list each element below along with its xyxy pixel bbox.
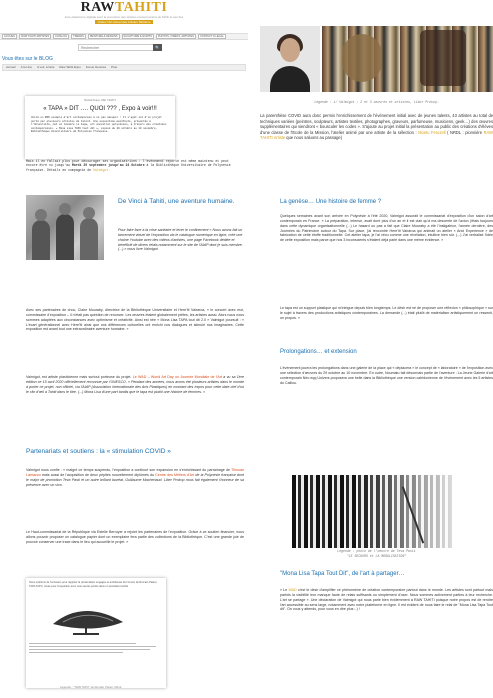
wad-right-link[interactable]: WAD <box>288 588 297 592</box>
clipping-source: Médiathèque RAW TAHITI <box>84 99 116 102</box>
logo-raw: RAW <box>80 0 115 15</box>
search-icon[interactable]: 🔍 <box>153 44 162 51</box>
legend-portrait: Légende : 1/ Valmigot ; 2 et 3 oeuvres et artistes, Libor Prokop… <box>314 100 439 104</box>
section-title-mona-lisa: "Mona Lisa Tapa Tout Dit", de l'art à partager… <box>280 571 405 577</box>
menu-item[interactable]: Accueil <box>6 65 16 70</box>
nav-item[interactable]: TRENDS <box>73 34 84 38</box>
book-illustration <box>43 594 133 636</box>
nav-item[interactable]: ACCUEIL <box>4 34 16 38</box>
valmigot-portrait <box>260 26 320 92</box>
prolongations-text: L'événement jouera les prolongations dans une galerie de la place qui « déplacera » le concept de « laboratoire » de l'exposition avec une sélection d'œuvres du 29 octobre au 10 novembre. En outre, Noumatu fait désormais partie de l'aventure : La Jeune Galerie d'art contemporain Néo eqq Univers proposera une belle dans la Bibliothèque une version calédonienne de l'événement avec les 5 artistes du Caillou. <box>280 366 493 385</box>
wad-link[interactable]: Le WAD – World Art Day ou Journée Mondiale de l'Art <box>132 375 222 379</box>
main-nav <box>0 33 248 40</box>
nav-item[interactable]: PEINTURE & DESSINS <box>89 34 118 38</box>
menu-item[interactable]: Raw Tahiti Expo <box>59 65 81 70</box>
nav-item[interactable]: RAW TAHITI ARTISTES <box>21 34 50 38</box>
valmigot-link[interactable]: Valmigot. <box>92 167 111 172</box>
genese-text: Quelques semaines avant son arrivée en Polynésie à l'été 2020, Valmigot assurait le commissariat d'exposition d'un salon d'art contemporain en France. « La préparation, intense, avait duré plus d'un an et il est clair qu'à ma descente de l'avion j'étais toujours dans cette dynamique organisationnelle (...) Le hasard ou pas a fait que Claire Mouraby a été l'instigatrice, l'année dernière, des Journées du Patrimoine autour du Tapa. Sur place, j'ai rencontré Here'iti Vairaroa qui animait un atelier « Arioi Experience » de fabrication de cette étoffe traditionnelle. Cet atelier tapa, je l'ai vécu comme une révélation, intuitive bien sûr. (...) J'ai verbalisé l'idée de cette exposition mais parce que nos 3 inconscients s'étaient déjà parlé dans une même évidence. » <box>280 214 493 243</box>
paragraph-partners: Avec ses partenaires de choc, Claire Mouraby, directrice de la Bibliothèque Universitaire et Here'iti Vairaroa, « le concert avec moi, commissaire d'exposition – il n'était pas question de renoncer. Les œuvres étaient globalement prêtes, les artistes aussi. Alors nous nous sommes adaptées aux circonstances avec optimisme et créativité. Ainsi est née « Mona Lisa TAPA tout dit 2.0 » Valmigot poursuit : « L'écart générationnel avec Here'iti ainsi que nos différences culturelles ont enrichi nos dialogues et stimulé nos imaginaires. Cette exposition est avant tout une extraordinaire aventure humaine. » <box>26 308 244 332</box>
paragraph-haut-commissariat: Le Haut-commissariat de la République via Estelle Berruyer a rejoint les partenaires de l'exposition. Grâce à ce soutien financier, nous allons pouvoir proposer un catalogue papier dont un exemplaire fera partie des collections de la Bibliothèque. C'est une grande joie de pouvoir conserver une trace dans le lieu qui accueille le projet. » <box>26 530 244 544</box>
legend-artwork-1: Légende : photo de l'oeuvre de Teva Pasti <box>337 549 416 553</box>
section-title-genese: La genèse… Une histoire de femme ? <box>280 199 382 205</box>
intro-paragraph: Mais il en fallait plus pour décourager ses organisatrices : l'événement reporté est même maintenu et peut encore être vu jusqu'au Mardi 29 septembre jusqu'au 24 Octobre à la Bibliothèque Universitaire de Polynésie française. Détails en compagnie de Valmigot. <box>26 159 231 172</box>
section-title-prolongations: Prolongations… et extension <box>280 349 357 355</box>
section-title-partenariats: Partenariats et soutiens : la « stimulation COVID » <box>26 448 171 455</box>
book-legend: Légende : "TAPA TAPU" de Romain Pastor, Miroir. <box>60 685 123 689</box>
raw-tahiti-artiste-link[interactable]: RAW TAHITI Artiste <box>260 129 493 141</box>
women-photo <box>26 195 104 260</box>
location-label: Vous êtes sur le BLOG <box>2 56 53 62</box>
paragraph-mona-lisa: « Le WAD c'est le désir d'amplifier ce phénomène de création contemporaine partout dans le monde. Les artistes sont partout mais parfois la visibilité leur manque faute de relais suffisants ou simplement d'oser. Nous sommes activement parties à leur recherche. L'art se partage ». Une déclaration de Valmigot qui nous parle bien évidemment à RAW TAHITI puisque notre propos est de rendre l'art accessible au sens large, notamment avec notre plateforme en ligne. Il est évident de nous faire le relai de "Mona Lisa Tapa Tout dit". On vous y attends, pour vous en dire plus :-) ! <box>280 588 493 612</box>
nav-item[interactable]: CONTACT & LEGAL <box>200 34 224 38</box>
cma-link[interactable]: Centre des Métiers d'Art <box>155 472 195 477</box>
lamazou-link[interactable]: Tihouan Lamazou <box>26 468 244 477</box>
menu-item[interactable]: A voir, à faire <box>37 65 55 70</box>
press-clipping <box>25 96 175 159</box>
moetu-link[interactable]: Moetu Feruzell <box>418 129 446 135</box>
nav-item[interactable]: SCULPTURE & ÉCRITS <box>123 34 152 38</box>
genese-text-2: Le tapa est un support plastique qui m'intrigue depuis bien longtemps. Le désir est né de proposer une réflexion « philosophique » sur le sujet à travers des productions artistiques contemporaines. La demande (...) était plutôt de matérialiser artistiquement un ressenti, un propos. » <box>280 306 493 320</box>
site-badge: Visitez l'Art Actuel des Artistes Tahitiens <box>95 20 154 24</box>
clipping-body: Voilà un BON exemple d'art contemporain à ne pas manquer ! Il s'agit ici d'un projet porté par plusieurs artistes de talent. Une exposition-manifeste, présentée à l'Université, met en lumière le tapa, art ancestral polynésien, à travers des créations contemporaines. « Mona Lisa TAPA tout dit », exposé du 29 octobre au 10 novembre, Bibliothèque Universitaire de Polynésie française. <box>31 116 167 134</box>
exhibit-dates: Mardi 29 septembre jusqu'au 24 Octobre <box>71 163 145 168</box>
blog-menu <box>2 64 246 71</box>
book-caption: Nous profitons de l'occasion pour rappeler la présentation engagée et ambitieuse de l'œuvre de Romain Pastor, TAPA TAPU, créée pour l'exposition avec nous autres portés dans un précédent article <box>29 581 158 588</box>
nav-item[interactable]: PHOTOS, VIDÉOS, ARTISTES <box>157 34 194 38</box>
legend-artwork-2: "LE SECOURS et LA MORALISATION" <box>346 554 407 558</box>
menu-item[interactable]: A la Une <box>20 65 33 70</box>
site-header <box>0 0 248 26</box>
search-input[interactable] <box>78 44 162 51</box>
site-logo[interactable] <box>81 1 168 15</box>
logo-tahiti: TAHITI <box>114 0 168 15</box>
site-tagline: 1ère plateforme digitale pour la promotion des artistes contemporains de Tahiti et ses îles <box>64 15 184 19</box>
paragraph-covid-parenthese: La parenthèse COVID aura donc permis l'enrichissement de l'événement initial avec de jeunes talents, 43 artistes au total de techniques variées (peintres, sculpteurs, artistes textiles, photographes, graveurs, parfumeuse, musiciens, geek…) des œuvres supplémentaires qui viendront « bousculer les codes ». S'ajoute au projet initial la présentation au public des créations d'élèves d'une classe de l'Ecole de la Mission, l'atelier animé par une artiste de la sélection : Moetu Feruzell ( NRDL : pionnière RAW TAHITI Artiste que nous saluons au passage) <box>260 113 493 141</box>
menu-item[interactable]: Plus <box>111 65 118 70</box>
menu-item[interactable]: Focus Oeuvres <box>85 65 107 70</box>
right-column <box>260 0 493 698</box>
clipping-title: « TAPA » DIT …. QUOI ??? , Expo à voir!!! <box>43 106 157 113</box>
devinci-text: Pour faire face à la crise sanitaire et lever le confinement « Nous avons fait un lancement virtuel de l'exposition via le catalogue numérique en ligne, créé une chaîne Youtube avec des vidéos d'artistes, une page Facebook dédiée et bénéficié de divers relais notamment sur le site de l'AIAP dont je suis membre. (...) » nous livre Valmigot. <box>118 228 243 252</box>
book-image <box>26 578 166 688</box>
book-text-lines <box>29 643 163 653</box>
nav-item[interactable]: CATALOG <box>55 34 68 38</box>
artworks-photo <box>322 26 493 92</box>
paragraph-covid: Valmigot nous confie : « malgré ce temps suspendu, l'exposition a continué son expansion en s'enrichissant du parrainage de Tihouan Lamazou mais aussi de l'acquisition de deux pépites nouvellement diplômés du Centre des Métiers d'Art de la Polynésie française dont le major de promotion Teva Pasti et un autre brillant lauréat, Guillaume Machenaud. Liber Prokop nous fait également l'honneur de sa présence avec un vivo. <box>26 468 244 487</box>
paragraph-wad: Valmigot, est artiste plasticienne mais surtout porteuse du projet. Le WAD – World Art Day ou Journée Mondiale de l'Art a vu sa 1ère édition ce 15 avril 2020 officiellement reconnue par l'UNESCO. « Pendant des années, nous avons été plusieurs artistes dans le monde à porter ce projet, non officiel, via l'AIAP (Association Internationale des Arts Plastiques) en montant des expos pour cette date-clef d'où le clin d'œil à Tahiti dans le titre. (...) Mona Lisa d'une part tandis que le tapa est plutôt une histoire de femmes. » <box>26 375 245 394</box>
teva-pasti-artwork <box>292 475 452 548</box>
section-title-devinci: De Vinci à Tahiti, une aventure humaine. <box>118 198 235 205</box>
